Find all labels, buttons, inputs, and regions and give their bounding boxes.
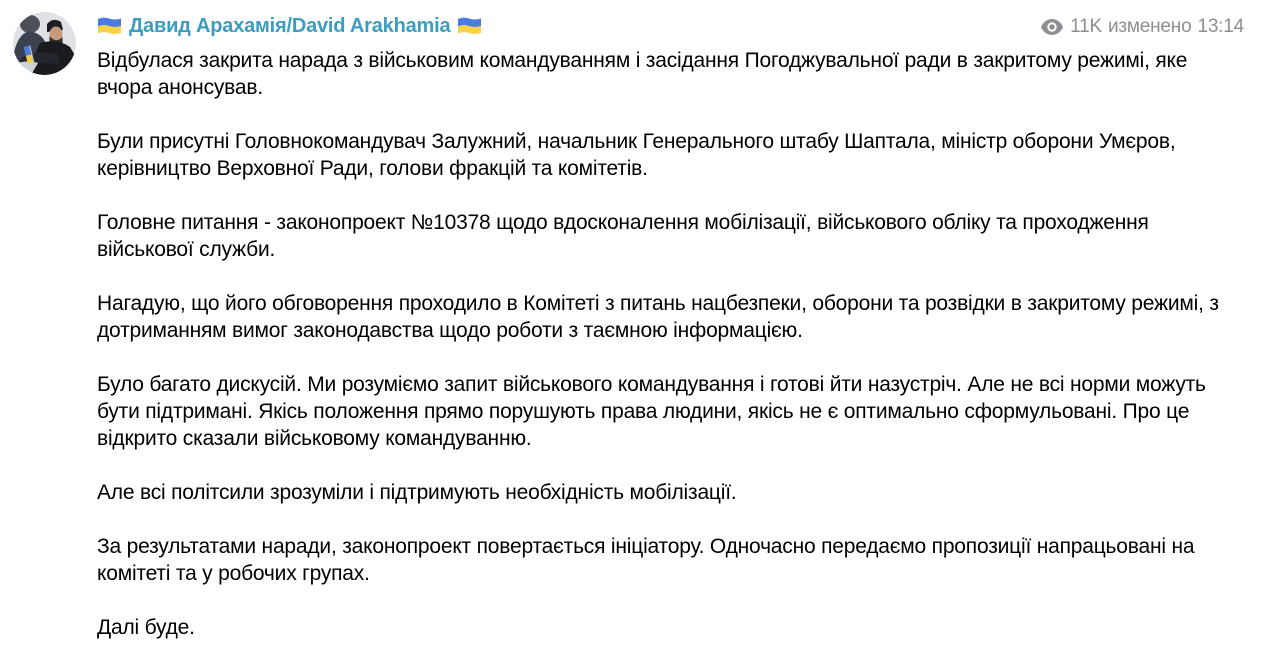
message-paragraph: Далі буде. (97, 616, 195, 639)
message-body (97, 47, 1244, 641)
edited-time: 13:14 (1197, 16, 1244, 37)
message-paragraph: Головне питання - законопроект №10378 щодо вдосконалення мобілізації, військового обліку та проходження військової служби. (97, 211, 1149, 261)
avatar[interactable] (13, 12, 76, 75)
message-paragraph: Нагадую, що його обговорення проходило в Комітеті з питань нацбезпеки, оборони та розвідки в закритому режимі, з дотриманням вимог законодавства щодо роботи з таємною інформацією. (97, 292, 1219, 342)
eye-icon (1041, 19, 1063, 35)
views-count: 11K (1070, 16, 1102, 37)
ukraine-flag-icon (97, 16, 122, 36)
message-paragraph: За результатами наради, законопроект повертається ініціатору. Одночасно передаємо пропозиції напрацьовані на комітеті та у робочих групах. (97, 535, 1195, 585)
message-paragraph: Відбулася закрита нарада з військовим командуванням і засідання Погоджувальної ради в закритому режимі, яке вчора анонсував. (97, 49, 1188, 99)
channel-name-label: Давид Арахамія/David Arakhamia (129, 14, 451, 37)
message-paragraph: Але всі політсили зрозуміли і підтримують необхідність мобілізації. (97, 481, 737, 504)
edited-label: изменено (1107, 16, 1192, 37)
message-meta (1041, 16, 1244, 38)
ukraine-flag-icon (457, 16, 482, 36)
message-header (97, 12, 1244, 40)
message-paragraph: Було багато дискусій. Ми розуміємо запит військового командування і готові йти назустріч. Але не всі норми можуть бути підтримані. Якісь положення прямо порушують права людини, якісь не є оптимально сформульовані. Про це відкрито сказали військовому командуванню. (97, 373, 1206, 450)
avatar-photo (13, 12, 76, 75)
channel-name[interactable] (97, 15, 482, 38)
message-paragraph: Були присутні Головнокомандувач Залужний, начальник Генерального штабу Шаптала, міністр оборони Умєров, керівництво Верховної Ради, голови фракцій та комітетів. (97, 130, 1176, 180)
message-content (97, 12, 1244, 641)
